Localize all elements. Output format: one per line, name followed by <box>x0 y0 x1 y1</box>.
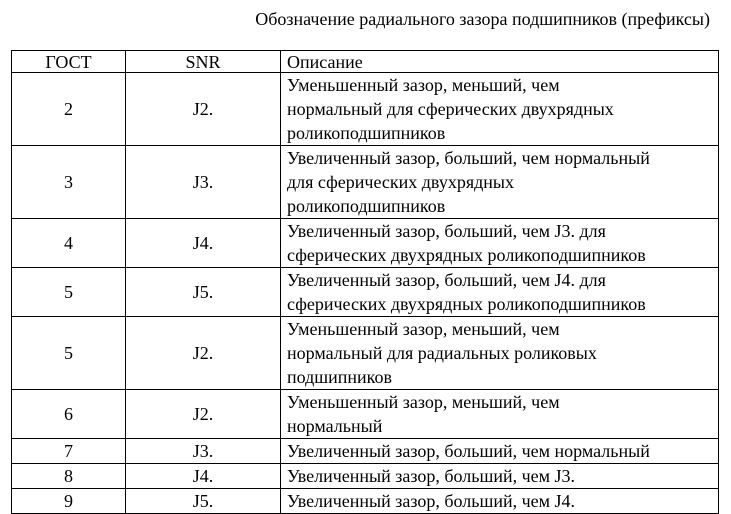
table-row <box>12 390 719 439</box>
cell-description: Увеличенный зазор, больший, чем J4. <box>281 489 719 514</box>
cell-snr: J4. <box>126 464 281 489</box>
cell-gost: 2 <box>12 73 126 146</box>
clearance-table <box>11 50 719 514</box>
table-row <box>12 489 719 514</box>
cell-gost: 5 <box>12 268 126 317</box>
cell-description: Уменьшенный зазор, меньший, чем нормальный для радиальных роликовых подшипников <box>281 317 719 390</box>
cell-gost: 3 <box>12 146 126 219</box>
cell-snr: J3. <box>126 146 281 219</box>
cell-snr: J5. <box>126 268 281 317</box>
header-gost: ГОСТ <box>12 51 126 73</box>
table-row <box>12 219 719 268</box>
table-row <box>12 146 719 219</box>
cell-gost: 4 <box>12 219 126 268</box>
cell-description: Увеличенный зазор, больший, чем нормальный <box>281 439 719 464</box>
cell-gost: 7 <box>12 439 126 464</box>
header-snr: SNR <box>126 51 281 73</box>
cell-gost: 5 <box>12 317 126 390</box>
cell-snr: J3. <box>126 439 281 464</box>
cell-gost: 9 <box>12 489 126 514</box>
cell-description: Уменьшенный зазор, меньший, чем нормальный для сферических двухрядных роликоподшипников <box>281 73 719 146</box>
cell-description: Увеличенный зазор, больший, чем нормальный для сферических двухрядных роликоподшипников <box>281 146 719 219</box>
cell-snr: J2. <box>126 390 281 439</box>
table-row <box>12 317 719 390</box>
table-row <box>12 439 719 464</box>
cell-snr: J2. <box>126 317 281 390</box>
cell-description: Уменьшенный зазор, меньший, чем нормальный <box>281 390 719 439</box>
cell-description: Увеличенный зазор, больший, чем J3. <box>281 464 719 489</box>
table-row <box>12 464 719 489</box>
header-description: Описание <box>281 51 719 73</box>
cell-gost: 6 <box>12 390 126 439</box>
cell-gost: 8 <box>12 464 126 489</box>
cell-description: Увеличенный зазор, больший, чем J4. для сферических двухрядных роликоподшипников <box>281 268 719 317</box>
cell-snr: J4. <box>126 219 281 268</box>
cell-description: Увеличенный зазор, больший, чем J3. для сферических двухрядных роликоподшипников <box>281 219 719 268</box>
cell-snr: J5. <box>126 489 281 514</box>
table-row <box>12 268 719 317</box>
table-header-row <box>12 51 719 73</box>
document-title: Обозначение радиального зазора подшипников (префиксы) <box>255 9 710 29</box>
table-row <box>12 73 719 146</box>
cell-snr: J2. <box>126 73 281 146</box>
